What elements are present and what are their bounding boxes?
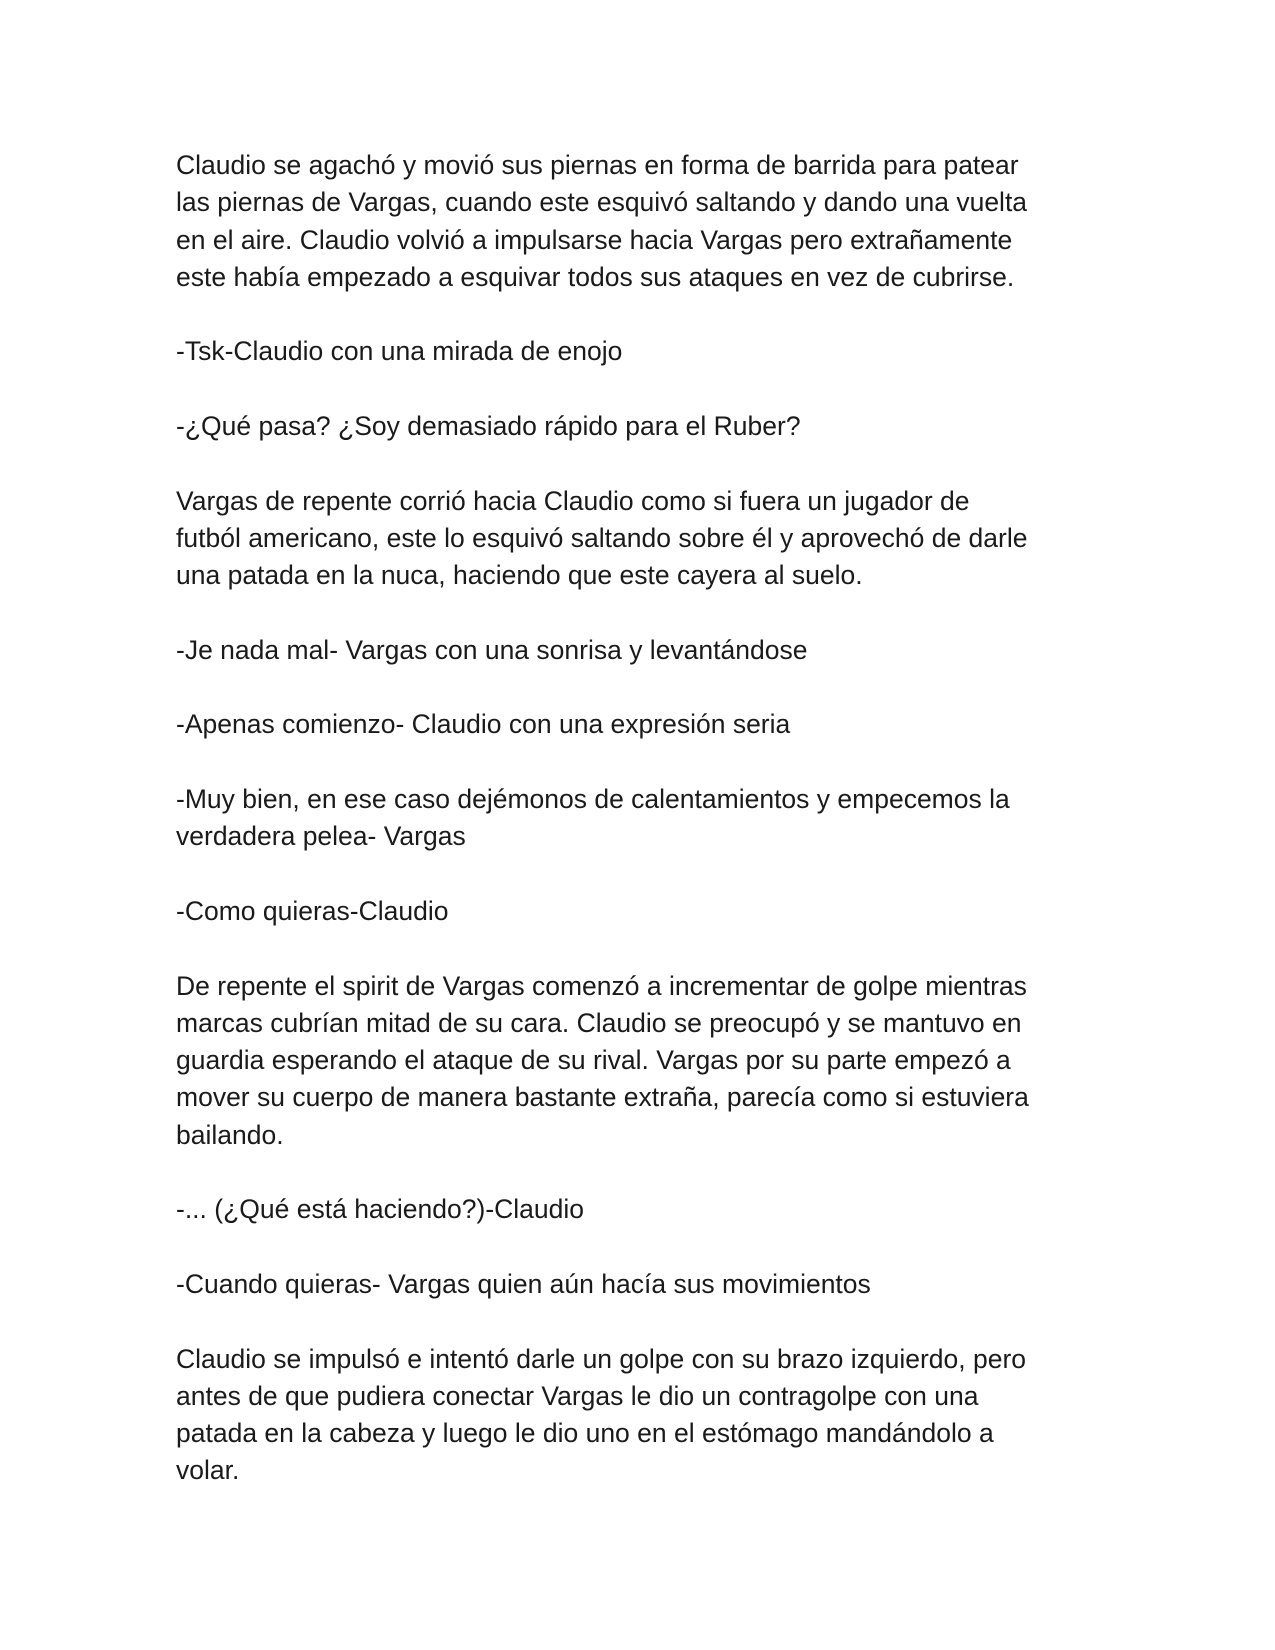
paragraph-8 [176, 893, 1106, 930]
text-line: -... (¿Qué está haciendo?)-Claudio [176, 1194, 585, 1225]
paragraph-2 [176, 333, 1106, 370]
text-line: -Cuando quieras- Vargas quien aún hacía sus movimientos [176, 1268, 871, 1299]
text-line: las piernas de Vargas, cuando este esquivó saltando y dando una vuelta [176, 187, 1028, 218]
paragraph-9 [176, 968, 1106, 1154]
paragraph-10 [176, 1191, 1106, 1228]
text-line: en el aire. Claudio volvió a impulsarse hacia Vargas pero extrañamente [176, 224, 1013, 255]
paragraph-7 [176, 781, 1106, 856]
text-line: una patada en la nuca, haciendo que este cayera al suelo. [176, 560, 863, 591]
text-line: -Como quieras-Claudio [176, 895, 449, 926]
document-body [176, 147, 1106, 1527]
text-line: bailando. [176, 1119, 284, 1150]
text-line: futból americano, este lo esquivó saltando sobre él y aprovechó de darle [176, 522, 1028, 553]
paragraph-3 [176, 408, 1106, 445]
text-line: volar. [176, 1455, 240, 1486]
paragraph-1 [176, 147, 1106, 296]
paragraph-12 [176, 1341, 1106, 1490]
paragraph-5 [176, 632, 1106, 669]
text-line: marcas cubrían mitad de su cara. Claudio se preocupó y se mantuvo en [176, 1007, 1022, 1038]
text-line: -Tsk-Claudio con una mirada de enojo [176, 336, 623, 367]
text-line: mover su cuerpo de manera bastante extraña, parecía como si estuviera [176, 1082, 1029, 1113]
text-line: -Apenas comienzo- Claudio con una expresión seria [176, 709, 791, 740]
text-line: -Je nada mal- Vargas con una sonrisa y levantándose [176, 634, 808, 665]
paragraph-6 [176, 706, 1106, 743]
text-line: patada en la cabeza y luego le dio uno en el estómago mandándolo a [176, 1418, 994, 1449]
text-line: -Muy bien, en ese caso dejémonos de calentamientos y empecemos la [176, 784, 1010, 815]
text-line: Claudio se agachó y movió sus piernas en forma de barrida para patear [176, 150, 1019, 180]
text-line: este había empezado a esquivar todos sus ataques en vez de cubrirse. [176, 261, 1015, 292]
text-line: verdadera pelea- Vargas [176, 821, 466, 852]
text-line: De repente el spirit de Vargas comenzó a incrementar de golpe mientras [176, 970, 1027, 1001]
text-line: -¿Qué pasa? ¿Soy demasiado rápido para el Ruber? [176, 411, 801, 442]
paragraph-4 [176, 483, 1106, 595]
text-line: antes de que pudiera conectar Vargas le dio un contragolpe con una [176, 1380, 979, 1411]
text-line: Vargas de repente corrió hacia Claudio como si fuera un jugador de [176, 485, 970, 516]
text-line: guardia esperando el ataque de su rival. Vargas por su parte empezó a [176, 1045, 1011, 1076]
paragraph-11 [176, 1266, 1106, 1303]
text-line: Claudio se impulsó e intentó darle un golpe con su brazo izquierdo, pero [176, 1343, 1027, 1374]
